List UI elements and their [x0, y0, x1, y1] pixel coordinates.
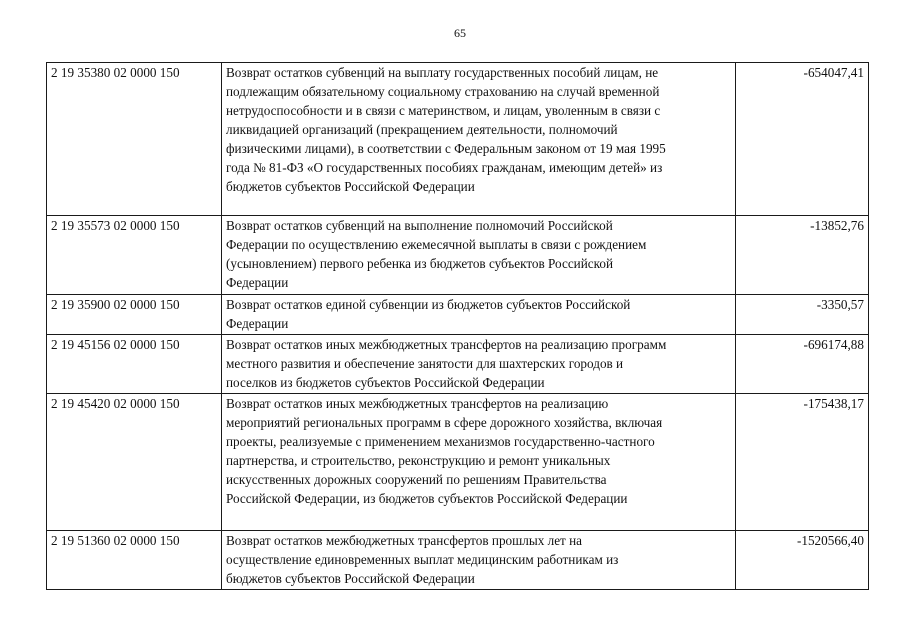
row-description — [222, 335, 736, 394]
amount-value: -3350,57 — [736, 295, 869, 335]
description-line: Возврат остатков субвенций на выполнение полномочий Российской — [226, 218, 613, 233]
amount-value: -175438,17 — [736, 394, 869, 531]
description-line: Федерации по осуществлению ежемесячной выплаты в связи с рождением — [226, 237, 647, 252]
table-row — [47, 216, 869, 295]
page-number: 65 — [454, 26, 466, 40]
table-row — [47, 335, 869, 394]
description-line: осуществление единовременных выплат медицинским работникам из — [226, 552, 619, 567]
budget-code: 2 19 51360 02 0000 150 — [47, 531, 222, 590]
description-line: проекты, реализуемые с применением механизмов государственно-частного — [226, 434, 655, 449]
budget-code: 2 19 35380 02 0000 150 — [47, 63, 222, 216]
amount-value: -13852,76 — [736, 216, 869, 295]
description-line: мероприятий региональных программ в сфере дорожного хозяйства, включая — [226, 415, 663, 430]
description-line: искусственных дорожных сооружений по решениям Правительства — [226, 472, 607, 487]
description-line: Возврат остатков субвенций на выплату государственных пособий лицам, не — [226, 65, 659, 80]
table-row — [47, 295, 869, 335]
description-line: Возврат остатков иных межбюджетных трансфертов на реализацию — [226, 396, 609, 411]
row-description — [222, 531, 736, 590]
row-description — [222, 295, 736, 335]
description-line: Возврат остатков единой субвенции из бюджетов субъектов Российской — [226, 297, 631, 312]
description-line: нетрудоспособности и в связи с материнством, и лицам, уволенным в связи с — [226, 103, 661, 118]
row-description — [222, 394, 736, 531]
row-description — [222, 216, 736, 295]
amount-value: -1520566,40 — [736, 531, 869, 590]
table-row — [47, 63, 869, 216]
description-line: Российской Федерации, из бюджетов субъектов Российской Федерации — [226, 491, 628, 506]
description-line: (усыновлением) первого ребенка из бюджетов субъектов Российской — [226, 256, 614, 271]
row-description — [222, 63, 736, 216]
description-line: бюджетов субъектов Российской Федерации — [226, 571, 475, 586]
description-line: Федерации — [226, 275, 289, 290]
budget-code: 2 19 45420 02 0000 150 — [47, 394, 222, 531]
table-row — [47, 531, 869, 590]
description-line: физическими лицами), в соответствии с Федеральным законом от 19 мая 1995 — [226, 141, 666, 156]
description-line: Возврат остатков межбюджетных трансфертов прошлых лет на — [226, 533, 583, 548]
description-line: Возврат остатков иных межбюджетных трансфертов на реализацию программ — [226, 337, 667, 352]
description-line: года № 81-ФЗ «О государственных пособиях гражданам, имеющим детей» из — [226, 160, 663, 175]
description-line: партнерства, и строительство, реконструкцию и ремонт уникальных — [226, 453, 611, 468]
description-line: ликвидацией организаций (прекращением деятельности, полномочий — [226, 122, 618, 137]
budget-table — [46, 62, 869, 590]
description-line: подлежащим обязательному социальному страхованию на случай временной — [226, 84, 660, 99]
description-line: поселков из бюджетов субъектов Российской Федерации — [226, 375, 545, 390]
budget-code: 2 19 45156 02 0000 150 — [47, 335, 222, 394]
description-line: Федерации — [226, 316, 289, 331]
budget-code: 2 19 35900 02 0000 150 — [47, 295, 222, 335]
amount-value: -696174,88 — [736, 335, 869, 394]
description-line: местного развития и обеспечение занятости для шахтерских городов и — [226, 356, 624, 371]
budget-code: 2 19 35573 02 0000 150 — [47, 216, 222, 295]
description-line: бюджетов субъектов Российской Федерации — [226, 179, 475, 194]
amount-value: -654047,41 — [736, 63, 869, 216]
table-row — [47, 394, 869, 531]
